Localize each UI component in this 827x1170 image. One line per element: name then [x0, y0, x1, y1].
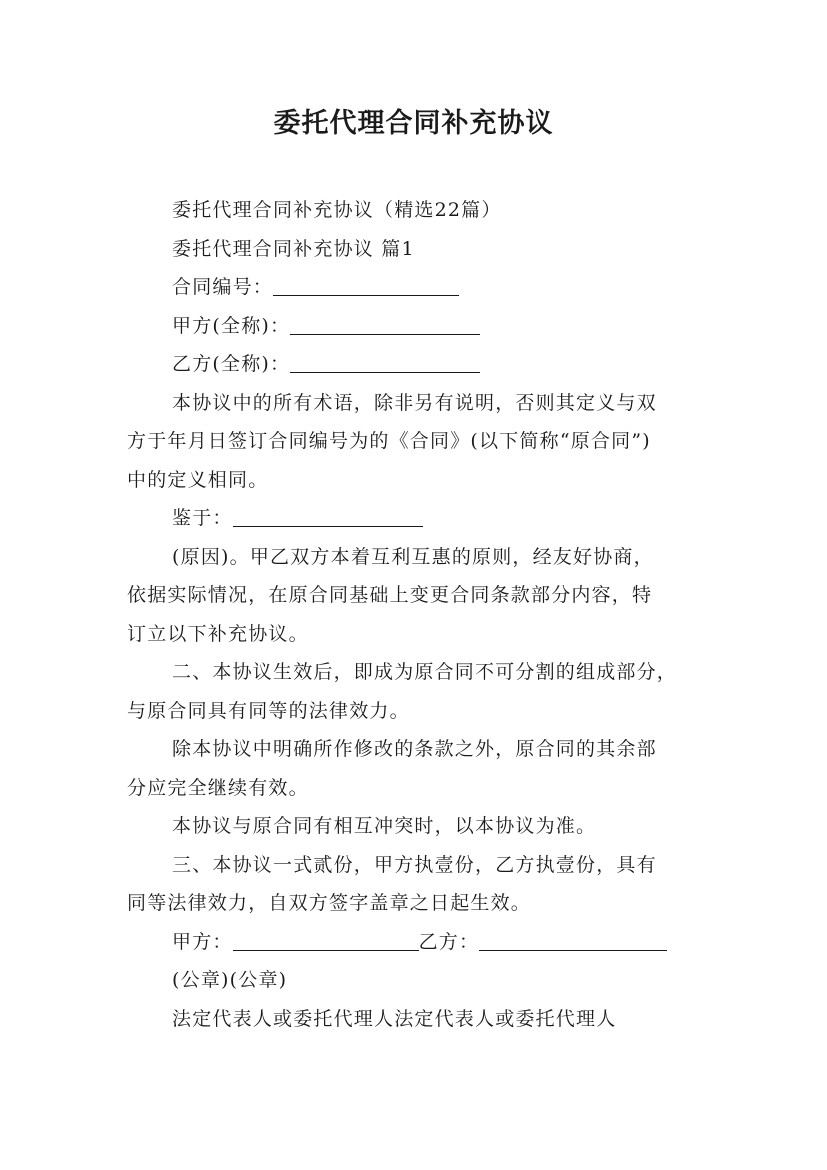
party-b-signature-blank	[479, 949, 667, 951]
paragraph-line: 分应完全继续有效。	[127, 776, 309, 799]
paragraph-line: 同等法律效力，自双方签字盖章之日起生效。	[127, 892, 532, 914]
paragraph-line: 订立以下补充协议。	[127, 622, 309, 645]
document-title: 委托代理合同补充协议	[273, 108, 554, 139]
paragraph-line: 方于年月日签订合同编号为的《合同》(以下简称“原合同”)	[127, 430, 651, 452]
paragraph-line: 二、本协议生效后，即成为原合同不可分割的组成部分，	[172, 661, 678, 683]
signature-row	[127, 923, 727, 962]
paragraph-line: 除本协议中明确所作修改的条款之外，原合同的其余部	[172, 738, 657, 760]
paragraph-subtitle: 委托代理合同补充协议（精选22篇）	[172, 199, 502, 221]
representative-row: 法定代表人或委托代理人法定代表人或委托代理人	[172, 1007, 617, 1030]
party-b-name-blank	[290, 371, 480, 373]
contract-number-row	[127, 268, 727, 307]
party-a-name-blank	[290, 333, 480, 335]
paragraph-line: 本协议与原合同有相互冲突时，以本协议为准。	[172, 815, 597, 837]
contract-number-blank	[273, 294, 459, 296]
whereas-blank	[233, 525, 423, 527]
contract-number-label: 合同编号：	[172, 276, 274, 298]
party-b-name-label: 乙方(全称)：	[172, 353, 291, 375]
paragraph-line: (原因)。甲乙双方本着互利互惠的原则，经友好协商，	[172, 545, 654, 568]
paragraph-line: 依据实际情况，在原合同基础上变更合同条款部分内容，特	[127, 584, 653, 606]
party-a-name-label: 甲方(全称)：	[172, 314, 291, 337]
paragraph-line: 中的定义相同。	[127, 468, 269, 491]
party-a-signature-blank	[233, 949, 419, 951]
paragraph-line: 三、本协议一式贰份，甲方执壹份，乙方执壹份，具有	[172, 853, 657, 876]
document-body	[127, 191, 727, 1038]
paragraph-chapter-heading: 委托代理合同补充协议 篇1	[172, 237, 415, 260]
party-a-signature-label: 甲方：	[172, 930, 233, 953]
party-a-name-row	[127, 307, 727, 346]
whereas-label: 鉴于：	[172, 507, 233, 529]
party-b-signature-label: 乙方：	[418, 930, 480, 953]
party-b-name-row	[127, 345, 727, 384]
paragraph-line: 本协议中的所有术语，除非另有说明，否则其定义与双	[172, 391, 657, 414]
paragraph-line: 与原合同具有同等的法律效力。	[127, 699, 410, 722]
whereas-row	[127, 499, 727, 538]
seal-row: (公章)(公章)	[172, 969, 288, 991]
